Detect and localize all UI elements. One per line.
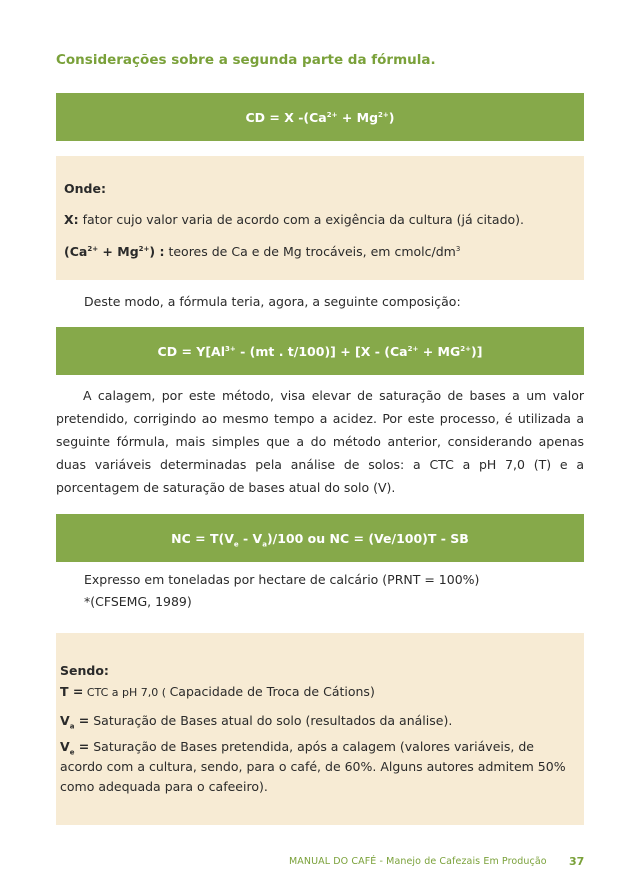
t-definition: T = CTC a pH 7,0 ( Capacidade de Troca de Cátions)	[60, 684, 375, 699]
footer-title: MANUAL DO CAFÉ - Manejo de Cafezais Em Produção	[289, 856, 547, 867]
formula-bar-1	[56, 93, 584, 141]
formula-1: CD = X $-(Ca^{2+} + Mg^{2+})$	[245, 109, 395, 125]
formula-2: CD = $Y[Al^{3+} - (mt$ . $t/100)] + [X - (Ca^{2+} + MG^{2+})]$	[157, 343, 483, 359]
page-number: 37	[569, 855, 585, 868]
ve-definition: $V_e$ = Saturação de Bases pretendida, após a calagem (valores variáveis, de acordo com a cultura, sendo, para o café, de 60%. Alguns autores admitem 50% como adequada para o cafeeiro).	[60, 739, 566, 794]
formula-bar-2	[56, 327, 584, 375]
camg-definition: $(Ca^{2+} + Mg^{2+})$ : teores de Ca e de Mg trocáveis, em cmolc/$dm^3$	[64, 244, 461, 259]
definitions-box-1	[56, 156, 584, 280]
onde-label: Onde:	[64, 181, 106, 196]
x-definition: X: fator cujo valor varia de acordo com a exigência da cultura (já citado).	[64, 212, 524, 227]
body-paragraph: A calagem, por este método, visa elevar de saturação de bases a um valor pretendido, corrigindo ao mesmo tempo a acidez. Por este processo, é utilizada a seguinte fórmula, mais simples que a do método anterior, considerando apenas duas variáveis determinadas pela análise de solos: a CTC a pH 7,0 (T) e a porcentagem de saturação de bases atual do solo (V).	[56, 388, 584, 495]
sendo-label: Sendo:	[60, 663, 109, 678]
va-definition: $V_a$ = Saturação de Bases atual do solo (resultados da análise).	[60, 713, 453, 731]
citation-line: *(CFSEMG, 1989)	[84, 594, 192, 609]
section-heading: Considerações sobre a segunda parte da fórmula.	[56, 52, 436, 68]
formula-3: NC = $T(V_e - V_a)/100$ ou NC = (Ve/100)T - SB	[171, 530, 469, 548]
definitions-box-2	[56, 633, 584, 825]
expresso-line: Expresso em toneladas por hectare de calcário (PRNT = 100%)	[84, 572, 480, 587]
intro-line: Deste modo, a fórmula teria, agora, a seguinte composição:	[84, 294, 461, 309]
formula-bar-3	[56, 514, 584, 562]
